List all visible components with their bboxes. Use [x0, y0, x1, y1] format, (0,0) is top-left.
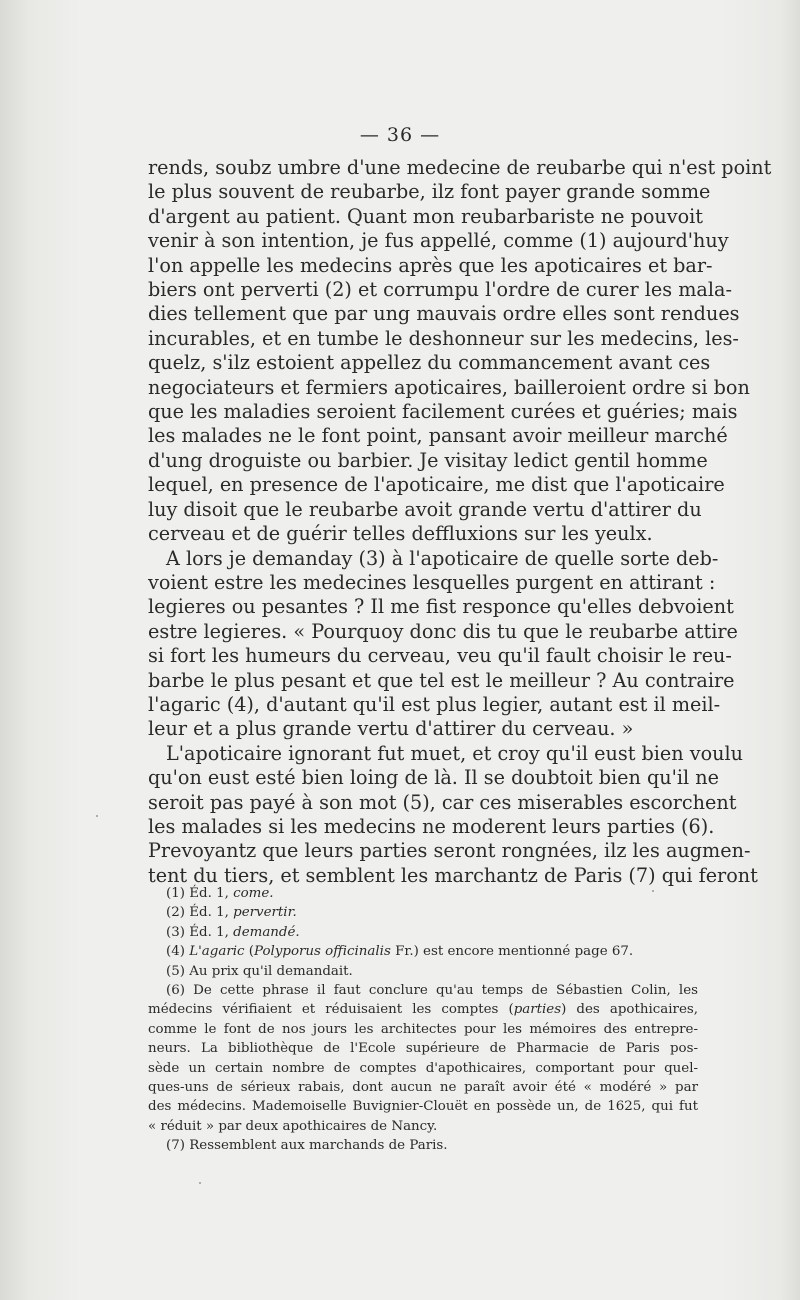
footnote-1: (1) Éd. 1, come.: [166, 886, 274, 901]
text-line: barbe le plus pesant et que tel est le meilleur ? Au contraire: [148, 668, 735, 692]
text-line: biers ont perverti (2) et corrumpu l'ordre de curer les mala-: [148, 278, 732, 302]
text-line: d'argent au patient. Quant mon reubarbariste ne pouvoit: [148, 204, 704, 228]
text-line: l'on appelle les medecins après que les apoticaires et bar-: [148, 253, 713, 277]
text-line: le plus souvent de reubarbe, ilz font payer grande somme: [148, 180, 711, 204]
page-number: — 36 —: [359, 124, 441, 146]
footnotes: [148, 884, 698, 1156]
footnote-line: (6) De cette phrase il faut conclure qu'au temps de Sébastien Colin, les: [166, 983, 698, 999]
footnote-3: (3) Éd. 1, demandé.: [166, 924, 300, 940]
text-line: L'apoticaire ignorant fut muet, et croy qu'il eust bien voulu: [166, 741, 743, 765]
footnote-line: sède un certain nombre de comptes d'apothicaires, comportant pour quel-: [148, 1060, 698, 1076]
footnote-2: (2) Éd. 1, pervertir.: [166, 905, 297, 921]
text-line: negociateurs et fermiers apoticaires, bailleroient ordre si bon: [148, 375, 750, 399]
text-line: legieres ou pesantes ? Il me fist responce qu'elles debvoient: [148, 595, 734, 619]
footnote-line: comme le font de nos jours les architectes pour les mémoires des entrepre-: [148, 1021, 698, 1037]
main-text: [148, 156, 772, 888]
text-line: seroit pas payé à son mot (5), car ces miserables escorchent: [148, 790, 737, 814]
paper-speck: [652, 890, 654, 892]
text-line: qu'on eust esté bien loing de là. Il se doubtoit bien qu'il ne: [148, 766, 719, 790]
text-line: voient estre les medecines lesquelles purgent en attirant :: [148, 570, 716, 594]
text-line: les malades ne le font point, pansant avoir meilleur marché: [148, 424, 728, 448]
text-line: tent du tiers, et semblent les marchantz de Paris (7) qui feront: [148, 863, 758, 887]
text-line: estre legieres. « Pourquoy donc dis tu que le reubarbe attire: [148, 619, 738, 643]
text-line: cerveau et de guérir telles deffluxions sur les yeulx.: [148, 522, 653, 546]
text-line: dies tellement que par ung mauvais ordre elles sont rendues: [148, 302, 740, 326]
text-line: A lors je demanday (3) à l'apoticaire de quelle sorte deb-: [166, 546, 719, 570]
text-line: incurables, et en tumbe le deshonneur sur les medecins, les-: [148, 326, 739, 350]
paper-speck: [96, 815, 98, 817]
text-line: les malades si les medecins ne moderent leurs parties (6).: [148, 814, 715, 838]
text-line: l'agaric (4), d'autant qu'il est plus legier, autant est il meil-: [148, 692, 721, 716]
text-line: que les maladies seroient facilement curées et guéries; mais: [148, 400, 738, 424]
text-line: si fort les humeurs du cerveau, veu qu'il fault choisir le reu-: [148, 644, 732, 668]
text-line: Prevoyantz que leurs parties seront rongnées, ilz les augmen-: [148, 839, 751, 863]
text-line: quelz, s'ilz estoient appellez du commancement avant ces: [148, 351, 711, 375]
text-line: luy disoit que le reubarbe avoit grande vertu d'attirer du: [148, 497, 702, 521]
footnote-line: des médecins. Mademoiselle Buvignier-Clouët en possède un, de 1625, qui fut: [148, 1099, 698, 1115]
text-line: venir à son intention, je fus appellé, comme (1) aujourd'huy: [148, 229, 729, 253]
footnote-line: neurs. La bibliothèque de l'Ecole supérieure de Pharmacie de Paris pos-: [148, 1041, 698, 1057]
text-line: leur et a plus grande vertu d'attirer du cerveau. »: [148, 717, 634, 741]
footnote-5: (5) Au prix qu'il demandait.: [166, 963, 353, 979]
footnote-line: ques-uns de sérieux rabais, dont aucun ne paraît avoir été « modéré » par: [148, 1080, 698, 1096]
paper-speck: [199, 1182, 201, 1184]
footnote-7: (7) Ressemblent aux marchands de Paris.: [166, 1138, 448, 1154]
footnote-line: médecins vérifiaient et réduisaient les comptes (parties) des apothicaires,: [148, 1002, 698, 1018]
footnote-4: (4) L'agaric (Polyporus officinalis Fr.) est encore mentionné page 67.: [166, 944, 634, 960]
footnote-line: « réduit » par deux apothicaires de Nancy.: [148, 1118, 438, 1134]
text-line: rends, soubz umbre d'une medecine de reubarbe qui n'est point: [148, 156, 772, 179]
text-line: lequel, en presence de l'apoticaire, me dist que l'apoticaire: [148, 473, 725, 497]
text-line: d'ung droguiste ou barbier. Je visitay ledict gentil homme: [148, 448, 708, 472]
footnote-6: [148, 981, 698, 1136]
